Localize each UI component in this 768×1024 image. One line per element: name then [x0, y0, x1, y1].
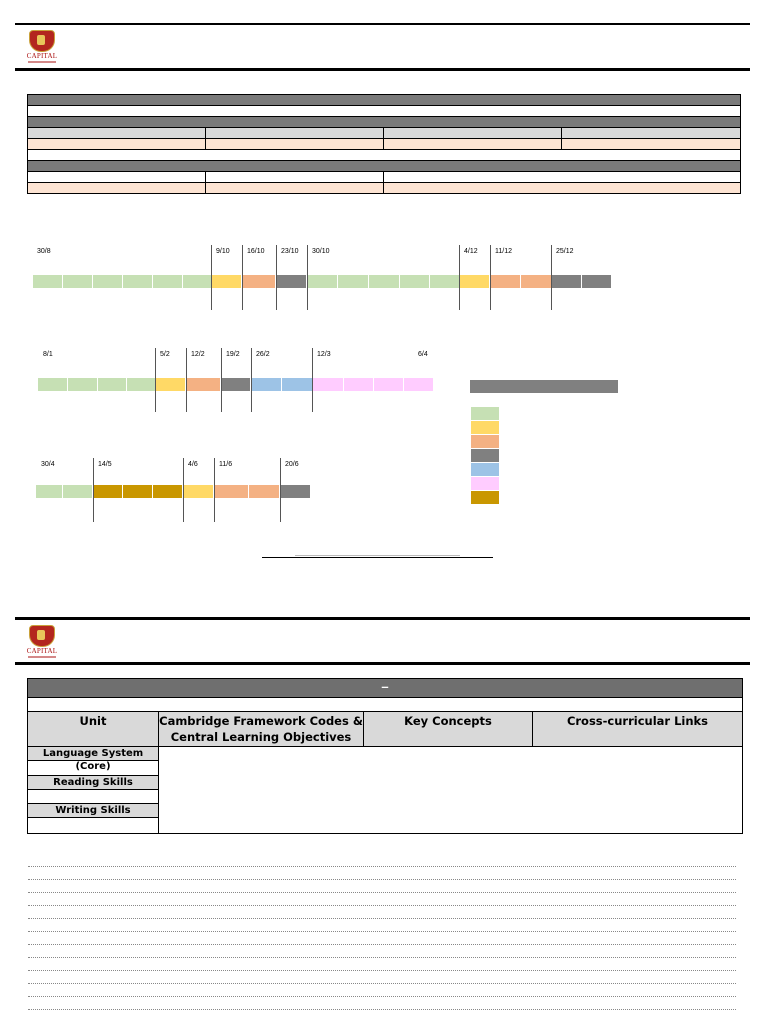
- logo-text: CAPITAL: [26, 52, 58, 60]
- week-pink: [374, 378, 404, 391]
- logo-tagline: [28, 61, 56, 63]
- planning-table: [27, 678, 743, 834]
- week-green: [338, 275, 369, 288]
- page2-header-bottom-rule: [15, 662, 750, 665]
- week-green: [33, 275, 63, 288]
- date-label: 6/4: [418, 351, 428, 358]
- legend-swatch-pink: [471, 477, 499, 490]
- school-logo: [25, 625, 59, 658]
- crest-icon: [29, 30, 55, 52]
- date-marker: [242, 245, 243, 310]
- column-header-cross-curricular: Cross-curricular Links: [533, 712, 742, 746]
- note-line: [28, 970, 736, 971]
- unit-label: Writing Skills: [28, 804, 158, 818]
- objectives-cell: [159, 747, 742, 833]
- date-marker: [211, 245, 212, 310]
- week-green: [98, 378, 127, 391]
- info-label-row-2: [28, 172, 741, 183]
- week-green: [369, 275, 400, 288]
- legend-swatch-blue: [471, 463, 499, 476]
- date-label: 4/12: [464, 248, 478, 255]
- week-orange: [490, 275, 521, 288]
- date-label: 16/10: [247, 248, 265, 255]
- week-green: [400, 275, 430, 288]
- week-blue: [251, 378, 282, 391]
- note-line: [28, 905, 736, 906]
- legend-header-bar: [470, 380, 618, 393]
- logo-text: CAPITAL: [26, 647, 58, 655]
- date-marker: [221, 348, 222, 412]
- note-line: [28, 983, 736, 984]
- date-marker: [251, 348, 252, 412]
- week-green: [38, 378, 68, 391]
- info-label-row: [28, 128, 741, 139]
- note-line: [28, 931, 736, 932]
- unit-label: Language System (Core): [28, 747, 158, 761]
- week-pink: [404, 378, 434, 391]
- info-value-row-2: [28, 183, 741, 194]
- column-header-framework-codes: Cambridge Framework Codes & Central Learning Objectives: [159, 714, 363, 744]
- week-green: [183, 275, 212, 288]
- week-orange: [214, 485, 249, 498]
- note-line: [28, 866, 736, 867]
- legend-swatch-grey: [471, 449, 499, 462]
- date-label: 8/1: [43, 351, 53, 358]
- signature-line: [262, 557, 493, 558]
- date-label: 12/2: [191, 351, 205, 358]
- note-line: [28, 892, 736, 893]
- week-grey: [552, 275, 582, 288]
- week-yellow: [156, 378, 186, 391]
- school-logo: [25, 30, 59, 63]
- week-gold: [123, 485, 153, 498]
- week-yellow: [183, 485, 214, 498]
- info-section-row: [28, 117, 741, 128]
- week-pink: [313, 378, 344, 391]
- date-marker: [490, 245, 491, 310]
- date-label: 23/10: [281, 248, 299, 255]
- info-blank-row-2: [28, 150, 741, 161]
- note-line: [28, 918, 736, 919]
- column-header-key-concepts: Key Concepts: [364, 712, 533, 746]
- signature-line-shadow: [295, 555, 460, 556]
- date-marker: [312, 348, 313, 412]
- date-label: 30/4: [41, 461, 55, 468]
- date-label: 30/8: [37, 248, 51, 255]
- week-orange: [186, 378, 221, 391]
- top-rule: [15, 23, 750, 25]
- legend-swatch-yellow: [471, 421, 499, 434]
- date-marker: [93, 458, 94, 522]
- date-label: 30/10: [312, 248, 330, 255]
- week-blue: [282, 378, 313, 391]
- crest-icon: [29, 625, 55, 647]
- info-value-row: [28, 139, 741, 150]
- planning-table-header: –: [28, 679, 742, 698]
- note-line: [28, 1009, 736, 1010]
- unit-entry: [28, 818, 158, 832]
- logo-tagline: [28, 656, 56, 658]
- date-label: 19/2: [226, 351, 240, 358]
- week-green: [307, 275, 338, 288]
- week-yellow: [212, 275, 242, 288]
- date-marker: [186, 348, 187, 412]
- date-marker: [551, 245, 552, 310]
- week-yellow: [460, 275, 490, 288]
- page2-top-rule: [15, 617, 750, 620]
- info-header-row: [28, 95, 741, 106]
- date-marker: [307, 245, 308, 310]
- info-table: [27, 94, 741, 194]
- planning-table-blank-row: [28, 698, 742, 712]
- week-orange: [242, 275, 276, 288]
- date-label: 11/6: [219, 461, 233, 468]
- date-label: 26/2: [256, 351, 270, 358]
- legend-swatch-gold: [471, 491, 499, 504]
- week-green: [153, 275, 183, 288]
- week-grey: [221, 378, 251, 391]
- week-green: [63, 275, 93, 288]
- planning-table-body: [28, 747, 742, 833]
- note-line: [28, 879, 736, 880]
- legend-swatch-orange: [471, 435, 499, 448]
- date-marker: [280, 458, 281, 522]
- week-pink: [344, 378, 374, 391]
- planning-table-column-headers: [28, 712, 742, 747]
- week-gold: [153, 485, 183, 498]
- column-header-unit: Unit: [28, 712, 159, 746]
- unit-column: [28, 747, 159, 833]
- week-green: [63, 485, 93, 498]
- unit-label: Reading Skills: [28, 776, 158, 790]
- date-label: 14/5: [98, 461, 112, 468]
- date-marker: [214, 458, 215, 522]
- week-green: [430, 275, 460, 288]
- week-green: [68, 378, 98, 391]
- date-marker: [459, 245, 460, 310]
- week-green: [127, 378, 156, 391]
- note-line: [28, 944, 736, 945]
- date-label: 9/10: [216, 248, 230, 255]
- date-marker: [276, 245, 277, 310]
- date-label: 20/6: [285, 461, 299, 468]
- unit-entry: [28, 790, 158, 804]
- week-grey: [280, 485, 311, 498]
- header-bottom-rule: [15, 68, 750, 71]
- date-label: 11/12: [495, 248, 512, 255]
- date-label: 5/2: [160, 351, 170, 358]
- note-line: [28, 996, 736, 997]
- week-grey: [276, 275, 307, 288]
- week-orange: [521, 275, 552, 288]
- week-orange: [249, 485, 280, 498]
- date-label: 4/6: [188, 461, 198, 468]
- date-label: 25/12: [556, 248, 574, 255]
- info-blank-row: [28, 106, 741, 117]
- date-marker: [183, 458, 184, 522]
- date-marker: [155, 348, 156, 412]
- week-green: [36, 485, 63, 498]
- legend-swatch-green: [471, 407, 499, 420]
- week-gold: [93, 485, 123, 498]
- info-section-row-2: [28, 161, 741, 172]
- week-green: [93, 275, 123, 288]
- week-green: [123, 275, 153, 288]
- week-grey: [582, 275, 612, 288]
- note-line: [28, 957, 736, 958]
- date-label: 12/3: [317, 351, 331, 358]
